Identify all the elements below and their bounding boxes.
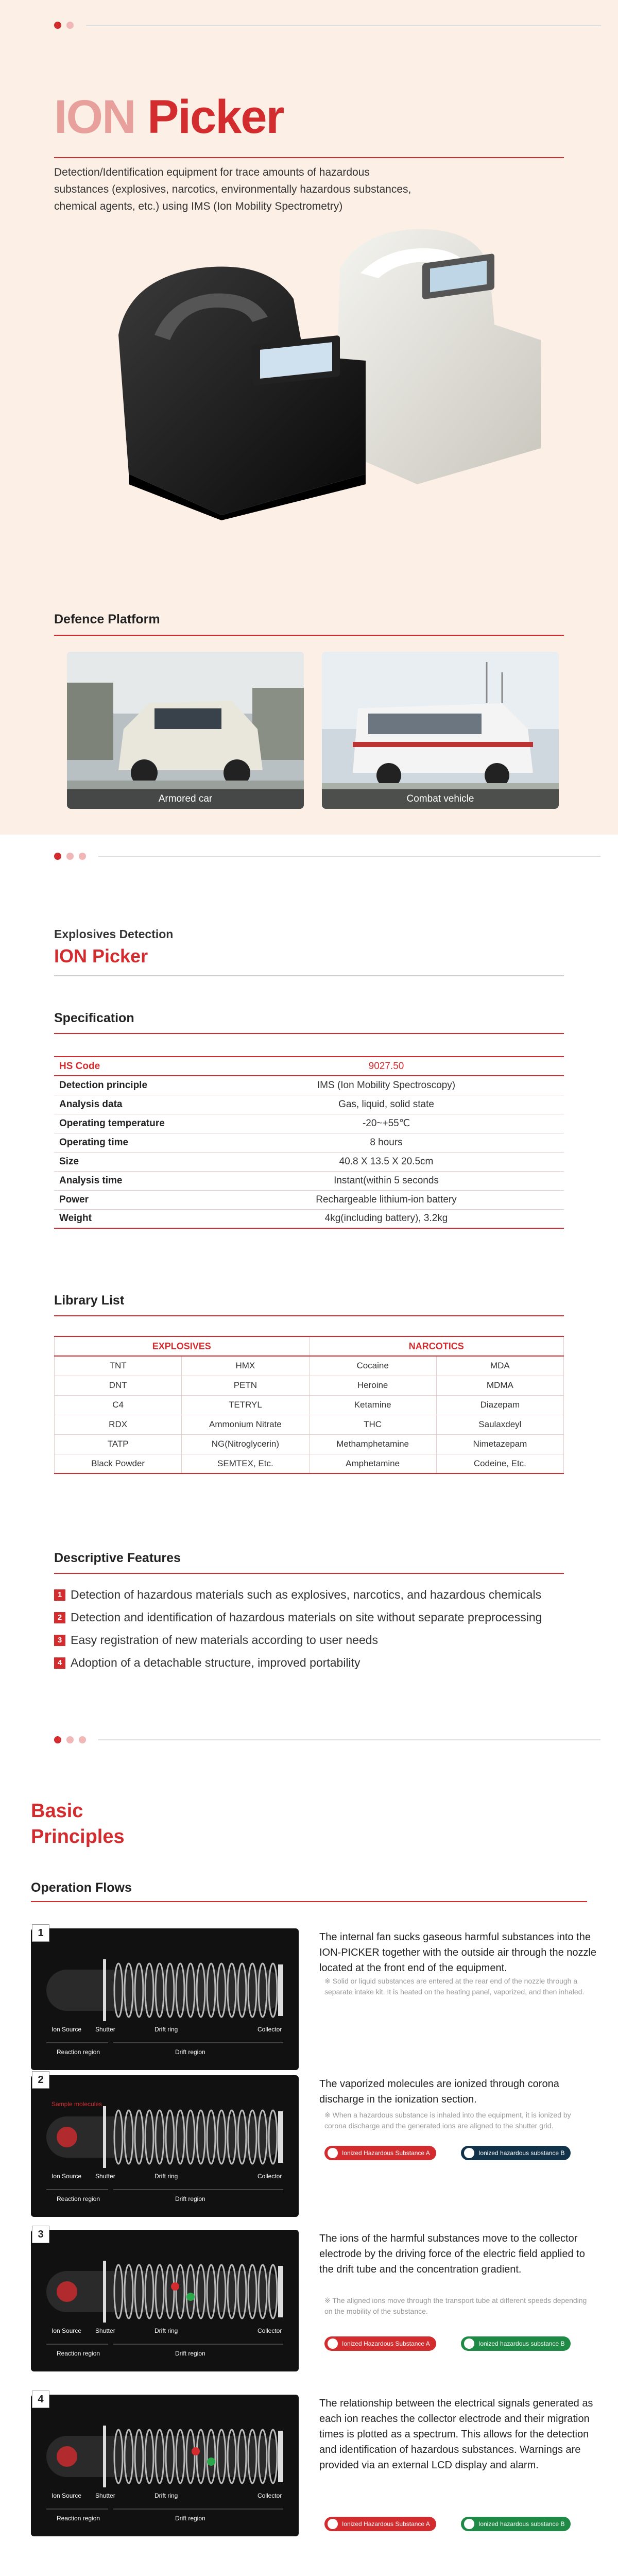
svg-text:Drift region: Drift region [175,2195,205,2202]
spec-row [54,1057,564,1076]
spec-key: HS Code [54,1057,209,1076]
spec-key: Detection principle [54,1076,209,1095]
library-cell: NG(Nitroglycerin) [182,1434,309,1454]
ion-pill-a: Ionized Hazardous Substance A [324,2336,436,2351]
library-cell: Ketamine [309,1395,436,1415]
title-picker: Picker [147,91,284,143]
library-cell: Amphetamine [309,1454,436,1473]
ion-pill-a: Ionized Hazardous Substance A [324,2146,436,2160]
flow-step-text: The ions of the harmful substances move to the collector electrode by the driving force of the electric field applied to the drift tube and the concentration gradient. [319,2233,585,2275]
spec-value: IMS (Ion Mobility Spectroscopy) [209,1076,564,1095]
feature-number: 3 [54,1635,65,1646]
spec-row [54,1114,564,1133]
svg-text:Reaction region: Reaction region [57,2195,100,2202]
spec-row [54,1152,564,1171]
spec-value: 40.8 X 13.5 X 20.5cm [209,1152,564,1171]
divider [54,1573,564,1574]
ion-picker-device-image [98,206,556,520]
library-cell: TNT [55,1356,182,1376]
spec-value: Instant(within 5 seconds [209,1171,564,1190]
library-cell: Heroine [309,1376,436,1395]
page-indicator [54,853,600,860]
flow-step-note: ※ The aligned ions move through the transport tube at different speeds depending on the mobility of the substance. [324,2296,587,2315]
page-indicator [54,22,601,29]
feature-text: Detection of hazardous materials such as explosives, narcotics, and hazardous chemicals [71,1588,542,1601]
flow-step-number: 3 [32,2226,49,2243]
library-header-narcotics: NARCOTICS [309,1336,564,1356]
library-row [55,1395,564,1415]
spec-row [54,1190,564,1209]
library-row [55,1356,564,1376]
svg-text:Drift ring: Drift ring [154,2492,178,2499]
library-cell: HMX [182,1356,309,1376]
divider [31,1901,587,1902]
feature-item [54,1656,564,1670]
spec-value: 9027.50 [209,1057,564,1076]
svg-text:Ion Source: Ion Source [52,2026,82,2033]
feature-item [54,1611,564,1624]
flow-diagram [31,2230,299,2371]
ion-pill-b: Ionized hazardous substance B [461,2517,571,2531]
feature-text: Easy registration of new materials according to user needs [71,1633,379,1647]
vehicle-card-combat [322,652,559,809]
spec-key: Operating time [54,1133,209,1152]
section-subtitle: Explosives Detection [54,927,174,941]
flow-step-number: 2 [32,2071,49,2089]
product-title [54,90,283,144]
feature-item [54,1633,564,1647]
library-cell: Ammonium Nitrate [182,1415,309,1434]
svg-text:Reaction region: Reaction region [57,2350,100,2357]
divider [54,157,564,158]
library-header-explosives: EXPLOSIVES [55,1336,310,1356]
svg-text:Ion Source: Ion Source [52,2327,82,2334]
library-cell: Diazepam [436,1395,563,1415]
flow-step-note: ※ Solid or liquid substances are entered at the rear end of the nozzle through a separate intake kit. It is heated on the heating panel, vaporized, and then inhaled. [324,1977,585,1996]
spec-value: 8 hours [209,1133,564,1152]
title-ion: ION [54,91,135,143]
feature-text: Adoption of a detachable structure, improved portability [71,1656,360,1669]
svg-text:Drift ring: Drift ring [154,2026,178,2033]
flow-step-text: The vaporized molecules are ionized through corona discharge in the ionization section. [319,2078,559,2105]
svg-text:Ion Source: Ion Source [52,2173,82,2180]
page-indicator [54,1736,600,1743]
library-cell: Methamphetamine [309,1434,436,1454]
spec-key: Power [54,1190,209,1209]
svg-text:Collector: Collector [258,2327,282,2334]
spec-value: -20~+55℃ [209,1114,564,1133]
svg-text:Drift ring: Drift ring [154,2173,178,2180]
library-cell: Saulaxdeyl [436,1415,563,1434]
library-cell: DNT [55,1376,182,1395]
svg-text:Shutter: Shutter [95,2492,115,2499]
spec-value: Gas, liquid, solid state [209,1095,564,1114]
library-title: Library List [54,1293,125,1308]
flow-step-note: ※ When a hazardous substance is inhaled into the equipment, it is ionized by corona discharge and the generated ions are aligned to the shutter grid. [324,2111,571,2130]
spec-key: Size [54,1152,209,1171]
library-cell: PETN [182,1376,309,1395]
vehicle-caption: Combat vehicle [322,789,559,809]
svg-text:Drift region: Drift region [175,2048,205,2056]
spec-value: Rechargeable lithium-ion battery [209,1190,564,1209]
svg-text:Ion Source: Ion Source [52,2492,82,2499]
spec-key: Analysis time [54,1171,209,1190]
library-cell: MDMA [436,1376,563,1395]
library-cell: C4 [55,1395,182,1415]
vehicle-card-armored [67,652,304,809]
divider [54,1315,564,1316]
flow-step-number: 1 [32,1924,49,1942]
armored-car-image [67,652,304,809]
library-cell: Codeine, Etc. [436,1454,563,1473]
spec-row [54,1133,564,1152]
svg-text:Drift region: Drift region [175,2515,205,2522]
flow-diagram [31,1928,299,2070]
library-cell: TATP [55,1434,182,1454]
feature-number: 2 [54,1612,65,1623]
divider [54,975,564,976]
combat-vehicle-image [322,652,559,809]
svg-text:Shutter: Shutter [95,2173,115,2180]
svg-text:Collector: Collector [258,2026,282,2033]
svg-text:Shutter: Shutter [95,2327,115,2334]
library-row [55,1454,564,1473]
library-cell: SEMTEX, Etc. [182,1454,309,1473]
flow-diagram [31,2395,299,2536]
defence-platform-title: Defence Platform [54,612,160,626]
svg-text:Drift ring: Drift ring [154,2327,178,2334]
svg-text:Drift region: Drift region [175,2350,205,2357]
library-row [55,1415,564,1434]
ion-pill-b: Ionized hazardous substance B [461,2336,571,2351]
spec-row [54,1209,564,1228]
library-cell: Cocaine [309,1356,436,1376]
divider [54,635,564,636]
flow-step-text: The internal fan sucks gaseous harmful substances into the ION-PICKER together with the outside air through the nozzle located at the front end of the equipment. [319,1931,597,1974]
svg-text:Shutter: Shutter [95,2026,115,2033]
svg-text:Sample molecules: Sample molecules [52,2100,102,2108]
spec-table [54,1056,564,1229]
spec-key: Operating temperature [54,1114,209,1133]
library-cell: MDA [436,1356,563,1376]
spec-title: Specification [54,1011,134,1025]
spec-key: Analysis data [54,1095,209,1114]
basic-principles-title: Basic Principles [31,1800,125,1848]
divider [54,1033,564,1034]
spec-row [54,1171,564,1190]
flow-diagram [31,2075,299,2217]
library-cell: THC [309,1415,436,1434]
spec-value: 4kg(including battery), 3.2kg [209,1209,564,1228]
feature-number: 1 [54,1589,65,1601]
library-cell: RDX [55,1415,182,1434]
library-row [55,1434,564,1454]
vehicle-caption: Armored car [67,789,304,809]
features-title: Descriptive Features [54,1551,181,1565]
spec-row [54,1076,564,1095]
library-cell: Nimetazepam [436,1434,563,1454]
svg-text:Reaction region: Reaction region [57,2048,100,2056]
flow-step-text: The relationship between the electrical signals generated as each ion reaches the collector electrode and their migration times is plotted as a spectrum. This allows for the detection and identification of hazardous substances. Warnings are provided via an external LCD display and alarm. [319,2398,593,2471]
ion-pill-a: Ionized Hazardous Substance A [324,2517,436,2531]
library-cell: Black Powder [55,1454,182,1473]
flow-step-number: 4 [32,2391,49,2408]
library-cell: TETRYL [182,1395,309,1415]
section-title: ION Picker [54,945,148,967]
operation-flows-title: Operation Flows [31,1880,132,1895]
feature-number: 4 [54,1657,65,1669]
spec-key: Weight [54,1209,209,1228]
svg-text:Collector: Collector [258,2173,282,2180]
svg-text:Collector: Collector [258,2492,282,2499]
svg-text:Reaction region: Reaction region [57,2515,100,2522]
product-description: Detection/Identification equipment for trace amounts of hazardous substances (explosives, narcotics, environmentally hazardous substances, chemical agents, etc.) using IMS (Ion Mobility Spectrometry) [54,166,411,212]
ion-pill-b: Ionized hazardous substance B [461,2146,571,2160]
library-row [55,1376,564,1395]
feature-item [54,1588,564,1602]
spec-row [54,1095,564,1114]
library-table [54,1336,564,1474]
feature-text: Detection and identification of hazardous materials on site without separate preprocessing [71,1611,542,1624]
